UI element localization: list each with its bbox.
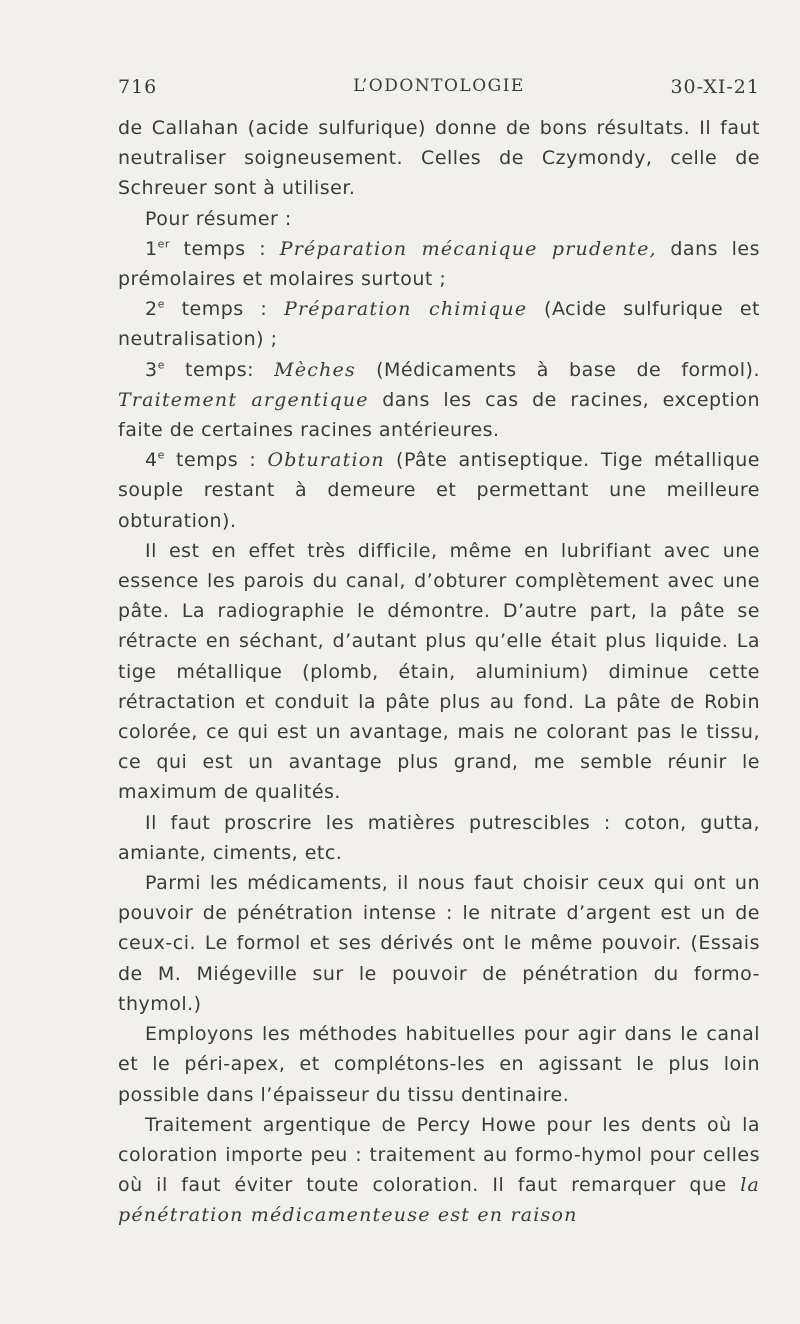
step-2: 2e temps : Préparation chimique (Acide sulfurique et neutralisation) ; xyxy=(118,297,760,351)
step-1: 1er temps : Préparation mécanique prudente, dans les prémolaires et molaires surtout ; xyxy=(118,237,760,291)
issue-date: 30-XI-21 xyxy=(670,76,760,98)
paragraph-proscribe: Il faut proscrire les matières putrescibles : coton, gutta, amiante, ciments, etc. xyxy=(118,811,760,864)
journal-title: L’ODONTOLOGIE xyxy=(353,76,525,96)
paragraph-summary-intro: Pour résumer : xyxy=(145,207,292,230)
paragraph-continuation: de Callahan (acide sulfurique) donne de bons résultats. Il faut neutraliser soigneusement. Celles de Czymondy, celle de Schreuer sont à utiliser. xyxy=(118,117,760,200)
paragraph-medicaments: Parmi les médicaments, il nous faut choisir ceux qui ont un pouvoir de pénétration intense : le nitrate d’argent est un de ceux-ci. Le formol et ses dérivés ont le même pouvoir. (Essais de M. Miégeville sur le pouvoir de pénétration du formo-thymol.) xyxy=(118,872,760,1015)
step-4: 4e temps : Obturation (Pâte antiseptique. Tige métallique souple restant à demeure et permettant une meilleure obturation). xyxy=(118,448,760,532)
running-header xyxy=(118,72,760,102)
paragraph-methods: Employons les méthodes habituelles pour agir dans le canal et le péri-apex, et complétons-les en agissant le plus loin possible dans l’épaisseur du tissu dentinaire. xyxy=(118,1023,760,1106)
page-number: 716 xyxy=(118,76,158,98)
paragraph-treatment: Traitement argentique de Percy Howe pour les dents où la coloration importe peu : traitement au formo-hymol pour celles où il faut éviter toute coloration. Il faut remarquer que la pénétration médicamenteuse est en raison xyxy=(118,1113,760,1227)
page-body xyxy=(118,113,760,1231)
paragraph-obturation: Il est en effet très difficile, même en lubrifiant avec une essence les parois du canal, d’obturer complètement avec une pâte. La radiographie le démontre. D’autre part, la pâte se rétracte en séchant, d’autant plus qu’elle était plus liquide. La tige métallique (plomb, étain, aluminium) diminue cette rétractation et conduit la pâte plus au fond. La pâte de Robin colorée, ce qui est un avantage, mais ne colorant pas le tissu, ce qui est un avantage plus grand, me semble réunir le maximum de qualités. xyxy=(118,539,760,804)
step-3: 3e temps: Mèches (Médicaments à base de formol). Traitement argentique dans les cas de racines, exception faite de certaines racines antérieures. xyxy=(118,358,760,442)
